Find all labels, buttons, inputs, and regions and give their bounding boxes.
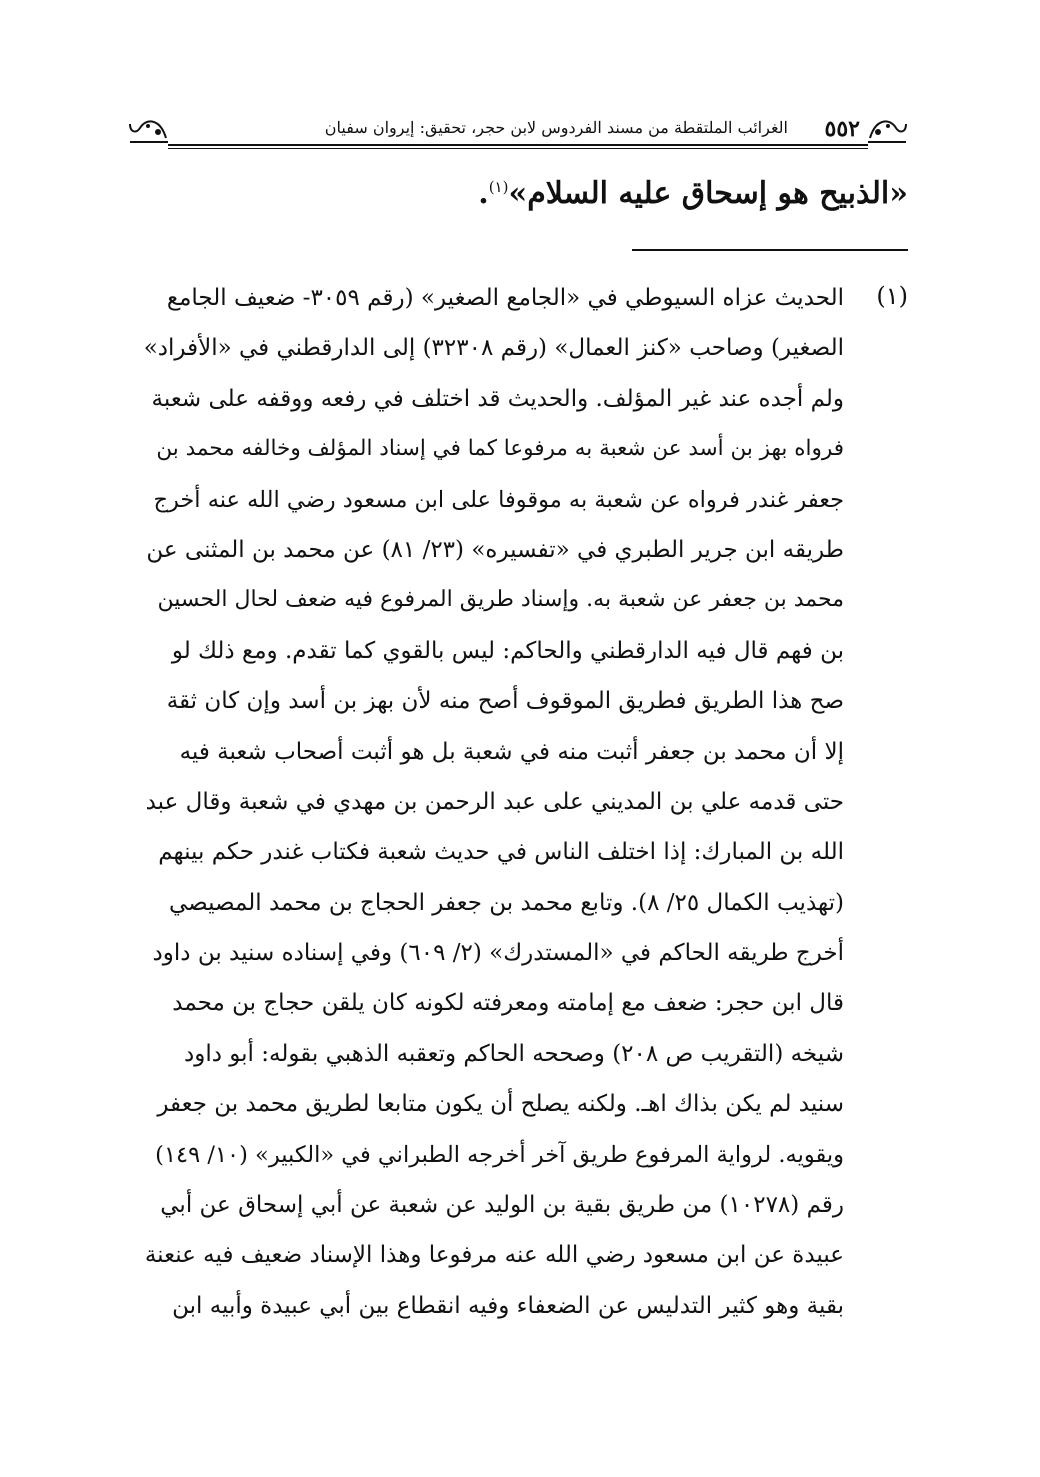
page-number: ٥٥٢ [824, 116, 860, 142]
hadith-end: . [478, 176, 489, 211]
running-title: الغرائب الملتقطة من مسند الفردوس لابن حجر، تحقيق: إيروان سفيان [324, 118, 788, 137]
footnote-text [144, 278, 844, 1336]
footnote-line: فرواه بهز بن أسد عن شعبة به مرفوعا كما في إسناد المؤلف وخالفه محمد بن [156, 436, 844, 462]
footnote-line: سنيد لم يكن بذاك اهـ. ولكنه يصلح أن يكون متابعا لطريق محمد بن جعفر [157, 1091, 844, 1118]
footnote-line: محمد بن جعفر عن شعبة به. وإسناد طريق المرفوع فيه ضعف لحال الحسين [157, 587, 844, 613]
footnote-line: شيخه (التقريب ص ٢٠٨) وصححه الحاكم وتعقبه الذهبي بقوله: أبو داود [183, 1040, 844, 1067]
header-rule-thin [168, 148, 868, 149]
footnote-separator [632, 249, 908, 251]
ornament-right-icon [866, 114, 908, 144]
hadith-text [148, 176, 908, 211]
header-rule [168, 144, 868, 146]
footnote-line: (تهذيب الكمال ٢٥/ ٨). وتابع محمد بن جعفر الحجاج بن محمد المصيصي [168, 889, 844, 916]
footnote-line: الله بن المبارك: إذا اختلف الناس في حديث شعبة فكتاب غندر حكم بينهم [158, 839, 844, 866]
footnote-ref: (١) [488, 178, 509, 196]
footnote-line: حتى قدمه علي بن المديني على عبد الرحمن بن مهدي في شعبة وقال عبد [145, 788, 844, 815]
footnote-line: قال ابن حجر: ضعف مع إمامته ومعرفته لكونه كان يلقن حجاج بن محمد [172, 990, 844, 1017]
ornament-left-icon [128, 114, 170, 144]
footnote-line: عبيدة عن ابن مسعود رضي الله عنه مرفوعا وهذا الإسناد ضعيف فيه عنعنة [144, 1242, 844, 1269]
hadith-body: «الذبيح هو إسحاق عليه السلام» [508, 176, 908, 211]
footnote-marker: (١) [876, 282, 908, 310]
footnote-line: أخرج طريقه الحاكم في «المستدرك» (٢/ ٦٠٩) وفي إسناده سنيد بن داود [152, 940, 844, 967]
footnote-line: بن فهم قال فيه الدارقطني والحاكم: ليس بالقوي كما تقدم. ومع ذلك لو [171, 637, 844, 664]
footnote-line: ولم أجده عند غير المؤلف. والحديث قد اختلف في رفعه ووقفه على شعبة [151, 385, 844, 412]
footnote-line: جعفر غندر فرواه عن شعبة به موقوفا على ابن مسعود رضي الله عنه أخرج [153, 486, 844, 513]
page-header [128, 108, 908, 152]
footnote-line: الصغير) وصاحب «كنز العمال» (رقم ٣٢٣٠٨) إلى الدارقطني في «الأفراد» [143, 335, 844, 362]
footnote-line: ويقويه. لرواية المرفوع طريق آخر أخرجه الطبراني في «الكبير» (١٠/ ١٤٩) [155, 1141, 844, 1168]
footnote-line: إلا أن محمد بن جعفر أثبت منه في شعبة بل هو أثبت أصحاب شعبة فيه [179, 738, 844, 765]
footnote-line: صح هذا الطريق فطريق الموقوف أصح منه لأن بهز بن أسد وإن كان ثقة [166, 688, 844, 715]
footnote-line: بقية وهو كثير التدليس عن الضعفاء وفيه انقطاع بين أبي عبيدة وأبيه ابن [172, 1292, 844, 1319]
footnote-line: رقم (١٠٢٧٨) من طريق بقية بن الوليد عن شعبة عن أبي إسحاق عن أبي [160, 1192, 844, 1219]
footnote-line: طريقه ابن جرير الطبري في «تفسيره» (٢٣/ ٨١) عن محمد بن المثنى عن [146, 536, 844, 563]
footnote-line: الحديث عزاه السيوطي في «الجامع الصغير» (رقم ٣٠٥٩- ضعيف الجامع [166, 285, 844, 311]
